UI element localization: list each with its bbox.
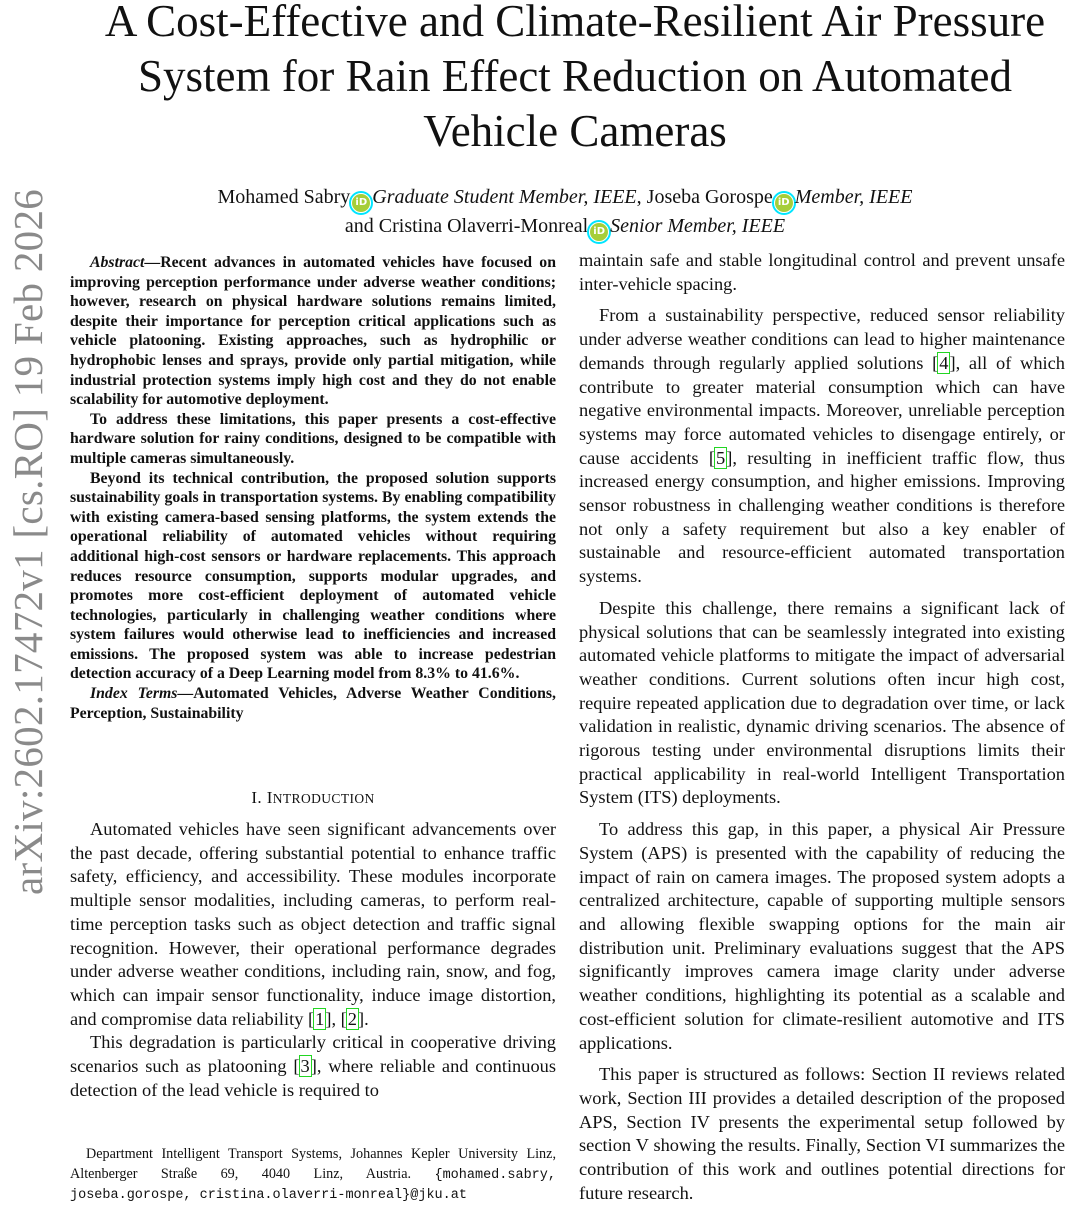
index-terms-text: —Automated Vehicles, Adverse Weather Conditions, Perception, Sustainability (70, 685, 557, 722)
author-emails: {mohamed.sabry, joseba.gorospe, cristina.olaverri-monreal}@jku.at (70, 1167, 556, 1203)
author-role-3: Senior Member, IEEE (610, 215, 786, 237)
orcid-icon[interactable]: iD (352, 194, 370, 212)
author-role-1: Graduate Student Member, IEEE (372, 186, 637, 208)
author-name-3: Cristina Olaverri-Monreal (378, 215, 589, 237)
index-terms-label: Index Terms (90, 685, 178, 703)
body-paragraph: From a sustainability perspective, reduced sensor reliability under adverse weather conditions can lead to higher maintenance demands through regularly applied solutions [4], all of which contribute to greater material consumption which can have negative environmental impacts. Moreover, unreliable perception systems may force automated vehicles to disengage entirely, or cause accidents [5], resulting in inefficient traffic flow, thus increased energy consumption, and higher emissions. Improving sensor robustness in challenging weather conditions is therefore not only a safety requirement but also a key enabler of sustainable and resource-efficient automated transportation systems. (579, 305, 1066, 587)
author-name-1: Mohamed Sabry (217, 186, 351, 208)
citation-link[interactable]: 2 (347, 1008, 357, 1029)
body-paragraph: To address this gap, in this paper, a physical Air Pressure System (APS) is presented with the capability of reducing the impact of rain on camera images. The proposed system adopts a centralized architecture, capable of supporting multiple sensors and allowing flexible swapping options for the main air distribution unit. Preliminary evaluations suggest that the APS significantly improves camera image clarity under adverse weather conditions, highlighting its potential as a scalable and cost-efficient solution for climate-resilient automotive and ITS applications. (579, 819, 1065, 1053)
paper-title: A Cost-Effective and Climate-Resilient Air Pressure System for Rain Effect Reduction on Automated Vehicle Cameras (104, 0, 1046, 156)
abstract (70, 253, 556, 723)
author-role-2: Member, IEEE (794, 186, 913, 208)
author-block: Mohamed Sabry iD Graduate Student Member, IEEE, Joseba Gorospe iD Member, IEEE and Cristina Olaverri-Monreal iD Senior Member, IEEE (90, 183, 1040, 241)
author-name-2: Joseba Gorospe (646, 186, 773, 208)
citation-link[interactable]: 5 (716, 447, 726, 468)
abstract-paragraph-1: —Recent advances in automated vehicles have focused on improving perception performance under adverse weather conditions; however, research on physical hardware solutions remains limited, despite their importance for perception critical applications such as vehicle platooning. Existing approaches, such as hydrophilic or hydrophobic lenses and sprays, provide only partial mitigation, while industrial protection systems imply high cost and they do not enable scalability for automotive deployment. (70, 254, 556, 409)
section-heading-introduction: I. INTRODUCTION (251, 788, 375, 807)
abstract-label: Abstract (90, 254, 145, 271)
body-paragraph: Despite this challenge, there remains a significant lack of physical solutions that can be seamlessly integrated into existing automated vehicle platforms to mitigate the impact of adversarial weather conditions. Current solutions often incur high cost, require repeated application due to degradation over time, or lack validation in realistic, dynamic driving scenarios. The absence of rigorous testing under environmental disruptions limits their practical applicability in real-world Intelligent Transportation System (ITS) deployments. (579, 597, 1065, 808)
abstract-paragraph-3: Beyond its technical contribution, the proposed solution supports sustainability goals in transportation systems. By enabling compatibility with existing camera-based sensing platforms, the system extends the operational reliability of automated vehicles without requiring additional high-cost sensors or hardware replacements. This approach reduces resource consumption, supports modular upgrades, and promotes more cost-efficient deployment of automated vehicle technologies, particularly in challenging weather conditions where system failures would otherwise lead to inefficiencies and increased emissions. The proposed system was able to increase pedestrian detection accuracy of a Deep Learning model from 8.3% to 41.6%. (70, 469, 556, 683)
body-paragraph: maintain safe and stable longitudinal control and prevent unsafe inter-vehicle spacing. (579, 250, 1065, 294)
arxiv-sidebar-stamp: arXiv:2602.17472v1 [cs.RO] 19 Feb 2026 (5, 188, 51, 895)
body-paragraph: This degradation is particularly critical in cooperative driving scenarios such as platooning [3], where reliable and continuous detection of the lead vehicle is required to (70, 1032, 556, 1100)
citation-link[interactable]: 4 (939, 352, 949, 373)
abstract-paragraph-2: To address these limitations, this paper presents a cost-effective hardware solution for rainy conditions, designed to be compatible with multiple cameras simultaneously. (70, 410, 556, 467)
body-paragraph: Automated vehicles have seen significant advancements over the past decade, offering substantial potential to enhance traffic safety, efficiency, and accessibility. These modules incorporate multiple sensor modalities, including cameras, to perform real-time perception tasks such as object detection and traffic signal recognition. However, their operational performance degrades under adverse weather conditions, including rain, snow, and fog, which can impair sensor functionality, induce image distortion, and compromise data reliability [1], [2]. (70, 819, 556, 1029)
body-paragraph: This paper is structured as follows: Section II reviews related work, Section III provides a detailed description of the proposed APS, Section IV presents the experimental setup followed by section V showing the results. Finally, Section VI summarizes the contribution of this work and outlines potential directions for future research. (579, 1064, 1065, 1203)
left-column-body (70, 818, 556, 1102)
affiliation-footnote (70, 1145, 556, 1206)
author-conjunction: and (344, 215, 374, 237)
citation-link[interactable]: 1 (315, 1008, 325, 1029)
right-column-body (579, 249, 1065, 1205)
orcid-icon[interactable]: iD (590, 223, 608, 241)
affiliation-text: Department Intelligent Transport Systems, Johannes Kepler University Linz, Altenberger Straße 69, 4040 Linz, Austria. (70, 1146, 556, 1182)
citation-link[interactable]: 3 (300, 1056, 310, 1077)
orcid-icon[interactable]: iD (775, 194, 793, 212)
